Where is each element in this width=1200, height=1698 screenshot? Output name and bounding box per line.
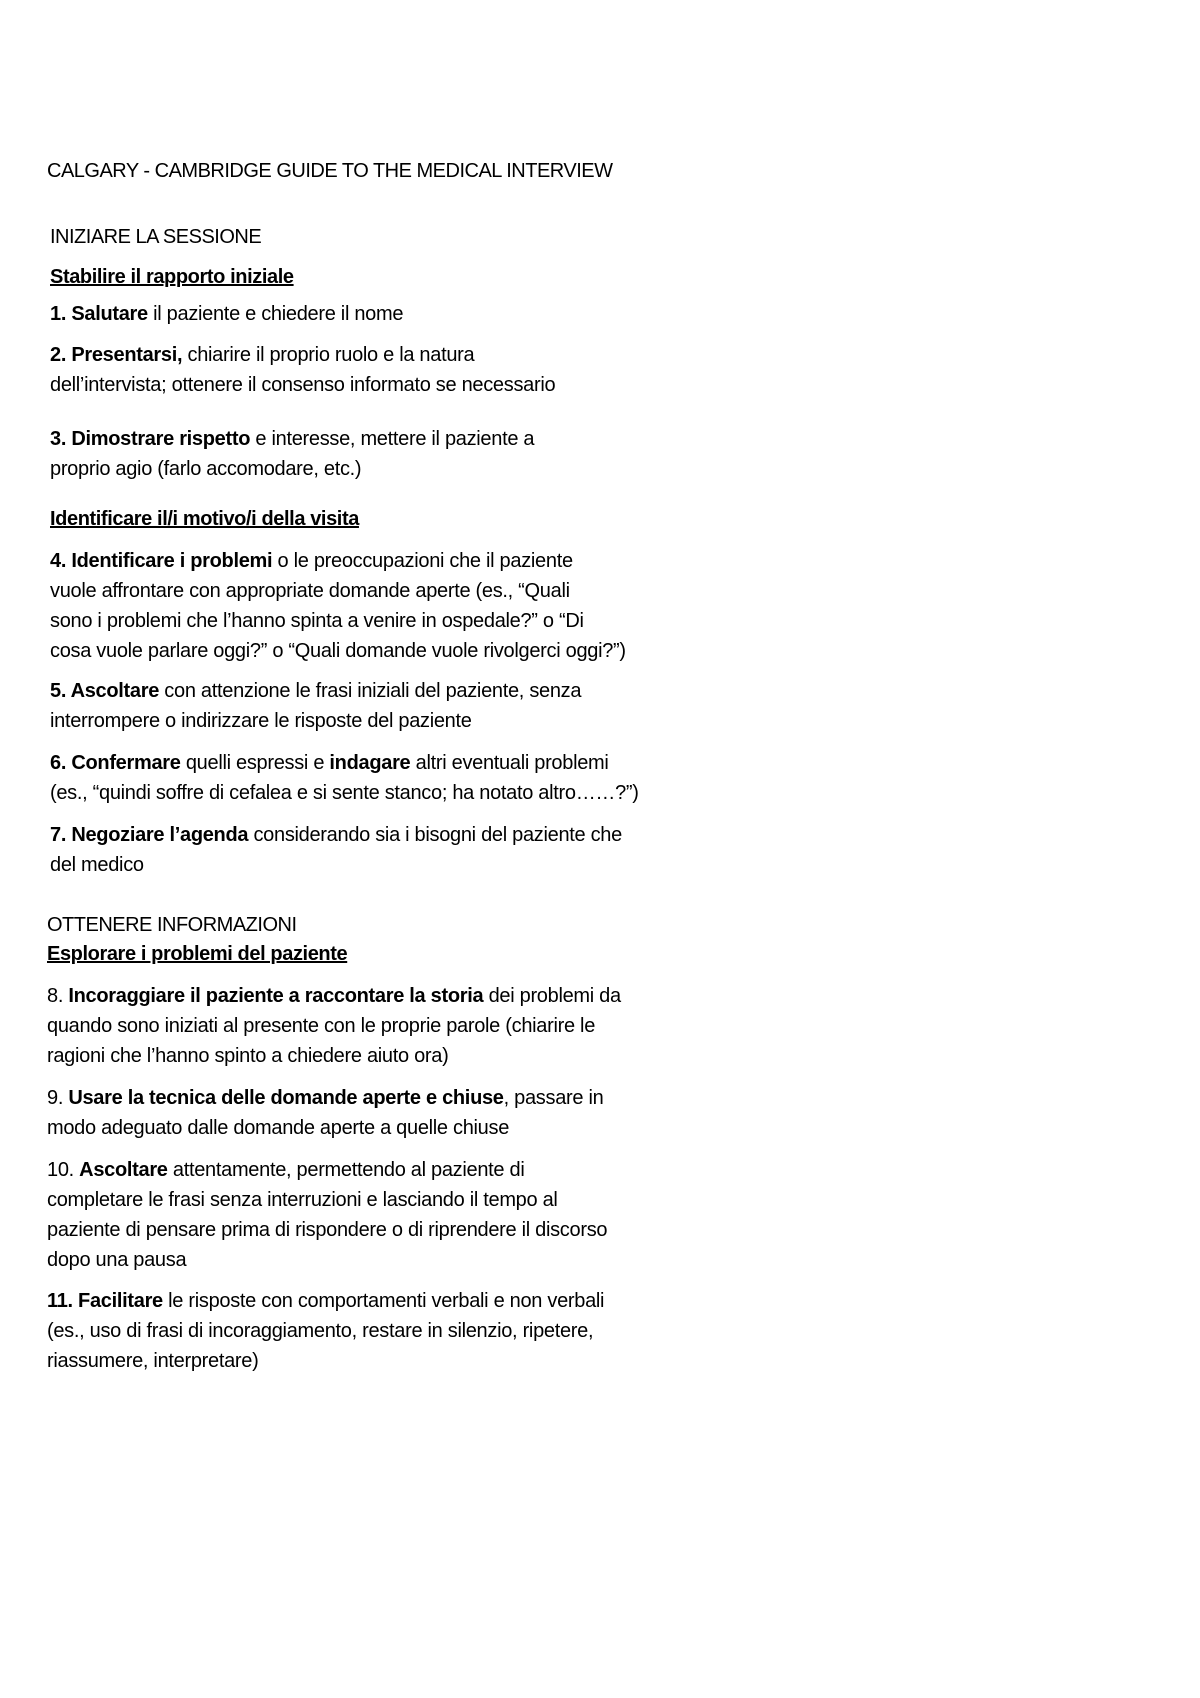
subsection-title-rapporto: Stabilire il rapporto iniziale [50,266,294,288]
item-text-line: ragioni che l’hanno spinto a chiedere aiuto ora) [47,1045,449,1067]
item-text-line: dell’intervista; ottenere il consenso informato se necessario [50,374,556,396]
item-keyword: indagare [329,752,411,774]
item-keyword: Usare la tecnica delle domande aperte e chiuse [68,1087,504,1109]
item-text: , passare in [503,1087,604,1109]
list-item-1 [50,299,403,329]
item-text: con attenzione le frasi iniziali del paziente, senza [159,680,582,702]
section-title-iniziare: INIZIARE LA SESSIONE [50,226,262,248]
subsection-title-motivo: Identificare il/i motivo/i della visita [50,508,359,530]
item-text-line: riassumere, interpretare) [47,1350,259,1372]
item-text-line: dopo una pausa [47,1249,187,1271]
item-keyword: 5. Ascoltare [50,680,160,702]
item-keyword: 1. Salutare [50,303,148,325]
list-item-7 [50,820,622,880]
item-text-line: del medico [50,854,144,876]
list-item-6 [50,748,639,808]
list-item-2 [50,340,555,400]
item-text: quelli espressi e [180,752,330,774]
item-text-line: proprio agio (farlo accomodare, etc.) [50,458,362,480]
item-keyword: 6. Confermare [50,752,181,774]
item-text: le risposte con comportamenti verbali e non verbali [162,1290,605,1312]
list-item-5 [50,676,581,736]
item-text-line: completare le frasi senza interruzioni e lasciando il tempo al [47,1189,558,1211]
item-text: chiarire il proprio ruolo e la natura [182,344,475,366]
subsection-title-esplorare: Esplorare i problemi del paziente [47,943,348,965]
item-text-line: paziente di pensare prima di rispondere o di riprendere il discorso [47,1219,608,1241]
item-text-line: sono i problemi che l’hanno spinta a venire in ospedale?” o “Di [50,610,584,632]
item-keyword: 4. Identificare i problemi [50,550,273,572]
document-title: CALGARY - CAMBRIDGE GUIDE TO THE MEDICAL INTERVIEW [47,160,613,182]
item-keyword: Ascoltare [79,1159,168,1181]
section-title-ottenere: OTTENERE INFORMAZIONI [47,914,297,936]
item-text-line: (es., uso di frasi di incoraggiamento, restare in silenzio, ripetere, [47,1320,594,1342]
item-text-line: modo adeguato dalle domande aperte a quelle chiuse [47,1117,510,1139]
item-keyword: 3. Dimostrare rispetto [50,428,251,450]
item-text-line: quando sono iniziati al presente con le proprie parole (chiarire le [47,1015,596,1037]
item-keyword: 11. Facilitare [47,1290,163,1312]
item-text-line: (es., “quindi soffre di cefalea e si sente stanco; ha notato altro……?”) [50,782,639,804]
list-item-8 [47,981,621,1071]
item-number: 9. [47,1087,69,1109]
list-item-11 [47,1286,604,1376]
list-item-10 [47,1155,607,1275]
list-item-9 [47,1083,603,1143]
item-text-line: cosa vuole parlare oggi?” o “Quali domande vuole rivolgerci oggi?”) [50,640,626,662]
item-text-line: vuole affrontare con appropriate domande aperte (es., “Quali [50,580,570,602]
item-keyword: 2. Presentarsi, [50,344,183,366]
item-number: 10. [47,1159,80,1181]
list-item-4 [50,546,626,666]
item-text: considerando sia i bisogni del paziente che [248,824,622,846]
item-text: il paziente e chiedere il nome [147,303,404,325]
item-text: o le preoccupazioni che il paziente [272,550,573,572]
item-text-line: interrompere o indirizzare le risposte del paziente [50,710,472,732]
item-number: 8. [47,985,69,1007]
item-text: altri eventuali problemi [410,752,609,774]
item-text: attentamente, permettendo al paziente di [167,1159,525,1181]
item-text: dei problemi da [483,985,621,1007]
item-text: e interesse, mettere il paziente a [250,428,535,450]
item-keyword: Incoraggiare il paziente a raccontare la storia [68,985,484,1007]
list-item-3 [50,424,534,484]
item-keyword: 7. Negoziare l’agenda [50,824,249,846]
